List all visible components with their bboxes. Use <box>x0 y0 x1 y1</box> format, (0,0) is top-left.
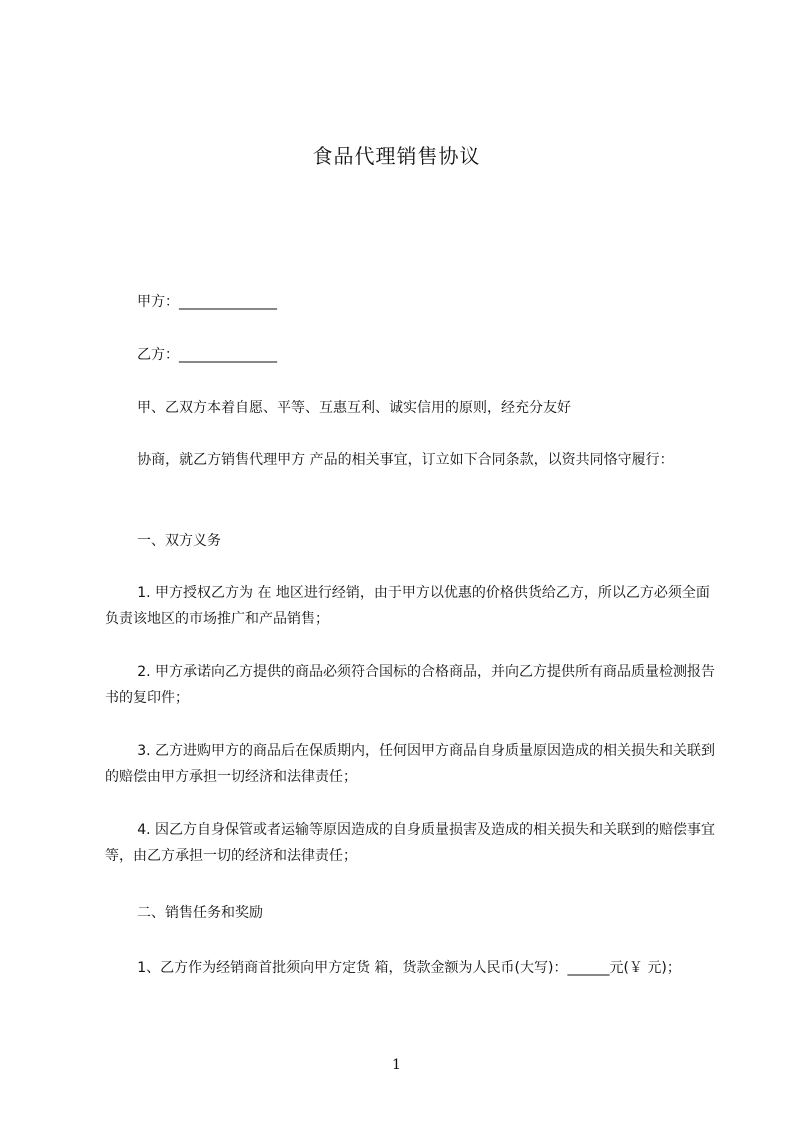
section-1-heading: 一、双方义务 <box>137 533 221 549</box>
section-1-item-2: 2. 甲方承诺向乙方提供的商品必须符合国标的合格商品，并向乙方提供所有商品质量检测报告书的复印件； <box>105 664 715 706</box>
party-a-line: 甲方：______________ <box>137 294 277 310</box>
party-b-line: 乙方：______________ <box>137 347 277 363</box>
section-2-item-1: 1、乙方作为经销商首批须向甲方定货 箱，货款金额为人民币(大写)：______元(￥ 元)； <box>137 960 681 976</box>
intro-line-1: 甲、乙双方本着自愿、平等、互惠互利、诚实信用的原则，经充分友好 <box>137 400 571 416</box>
section-1-item-3: 3. 乙方进购甲方的商品后在保质期内，任何因甲方商品自身质量原因造成的相关损失和关联到的赔偿由甲方承担一切经济和法律责任； <box>105 743 715 785</box>
intro-paragraph: 协商，就乙方销售代理甲方 产品的相关事宜，订立如下合同条款，以资共同恪守履行： <box>137 452 674 468</box>
section-1-item-4: 4. 因乙方自身保管或者运输等原因造成的自身质量损害及造成的相关损失和关联到的赔偿事宜等，由乙方承担一切的经济和法律责任； <box>105 822 715 864</box>
section-2-heading: 二、销售任务和奖励 <box>137 905 263 921</box>
page-number: 1 <box>392 1057 401 1073</box>
document-title: 食品代理销售协议 <box>312 144 481 168</box>
section-1-item-1: 1. 甲方授权乙方为 在 地区进行经销，由于甲方以优惠的价格供货给乙方，所以乙方必须全面负责该地区的市场推广和产品销售； <box>105 585 710 627</box>
